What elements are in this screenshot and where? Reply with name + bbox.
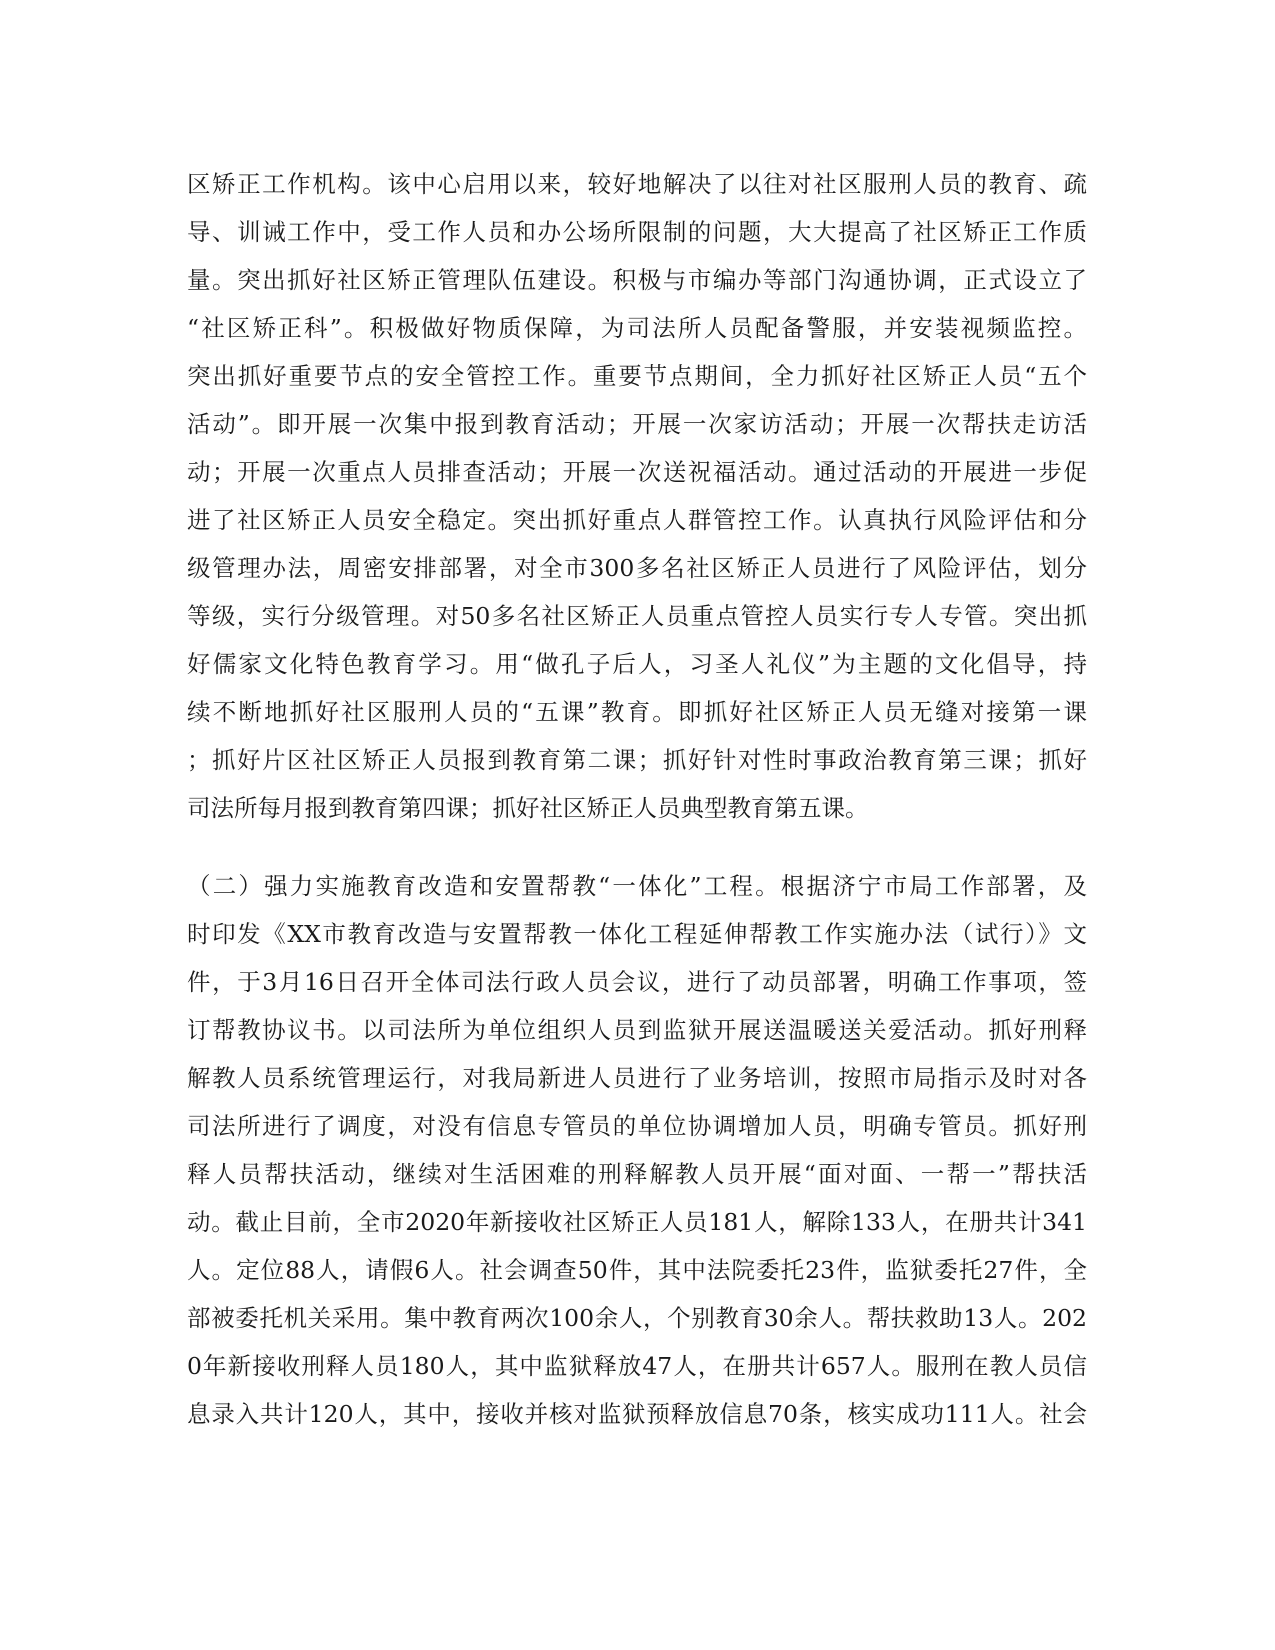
paragraph-line: 息录入共计120人，其中，接收并核对监狱预释放信息70条，核实成功111人。社会: [187, 1400, 1087, 1428]
paragraph-line: ；抓好片区社区矫正人员报到教育第二课；抓好针对性时事政治教育第三课；抓好: [187, 746, 1087, 774]
paragraph-line: 司法所每月报到教育第四课；抓好社区矫正人员典型教育第五课。: [187, 794, 869, 822]
paragraph-line: 好儒家文化特色教育学习。用“做孔子后人，习圣人礼仪”为主题的文化倡导，持: [187, 650, 1087, 678]
paragraph-line: 区矫正工作机构。该中心启用以来，较好地解决了以往对社区服刑人员的教育、疏: [187, 170, 1087, 198]
paragraph-line: 导、训诫工作中，受工作人员和办公场所限制的问题，大大提高了社区矫正工作质: [187, 218, 1087, 246]
paragraph-line: 部被委托机关采用。集中教育两次100余人，个别教育30余人。帮扶救助13人。202: [187, 1304, 1087, 1332]
paragraph-line: 解教人员系统管理运行，对我局新进人员进行了业务培训，按照市局指示及时对各: [187, 1064, 1087, 1092]
paragraph-community-correction: [187, 160, 1087, 832]
paragraph-line: 人。定位88人，请假6人。社会调查50件，其中法院委托23件，监狱委托27件，全: [187, 1256, 1087, 1284]
paragraph-line: 时印发《XX市教育改造与安置帮教一体化工程延伸帮教工作实施办法（试行）》文: [187, 920, 1087, 948]
paragraph-line: 司法所进行了调度，对没有信息专管员的单位协调增加人员，明确专管员。抓好刑: [187, 1112, 1087, 1140]
paragraph-line: 活动”。即开展一次集中报到教育活动；开展一次家访活动；开展一次帮扶走访活: [187, 410, 1087, 438]
paragraph-line: 订帮教协议书。以司法所为单位组织人员到监狱开展送温暖送关爱活动。抓好刑释: [187, 1016, 1087, 1044]
paragraph-line: （二）强力实施教育改造和安置帮教“一体化”工程。根据济宁市局工作部署，及: [187, 872, 1087, 900]
paragraph-line: 续不断地抓好社区服刑人员的“五课”教育。即抓好社区矫正人员无缝对接第一课: [187, 698, 1087, 726]
paragraph-line: 动；开展一次重点人员排查活动；开展一次送祝福活动。通过活动的开展进一步促: [187, 458, 1087, 486]
paragraph-line: 进了社区矫正人员安全稳定。突出抓好重点人群管控工作。认真执行风险评估和分: [187, 506, 1087, 534]
paragraph-line: 级管理办法，周密安排部署，对全市300多名社区矫正人员进行了风险评估，划分: [187, 554, 1087, 582]
paragraph-line: “社区矫正科”。积极做好物质保障，为司法所人员配备警服，并安装视频监控。: [187, 314, 1087, 342]
paragraph-line: 0年新接收刑释人员180人，其中监狱释放47人，在册共计657人。服刑在教人员信: [187, 1352, 1087, 1380]
paragraph-line: 释人员帮扶活动，继续对生活困难的刑释解教人员开展“面对面、一帮一”帮扶活: [187, 1160, 1087, 1188]
paragraph-line: 动。截止目前，全市2020年新接收社区矫正人员181人，解除133人，在册共计341: [187, 1208, 1087, 1236]
paragraph-line: 量。突出抓好社区矫正管理队伍建设。积极与市编办等部门沟通协调，正式设立了: [187, 266, 1087, 294]
paragraph-education-resettlement: [187, 862, 1087, 1438]
paragraph-line: 件，于3月16日召开全体司法行政人员会议，进行了动员部署，明确工作事项，签: [187, 968, 1087, 996]
paragraph-line: 等级，实行分级管理。对50多名社区矫正人员重点管控人员实行专人专管。突出抓: [187, 602, 1087, 630]
paragraph-line: 突出抓好重要节点的安全管控工作。重要节点期间，全力抓好社区矫正人员“五个: [187, 362, 1087, 390]
